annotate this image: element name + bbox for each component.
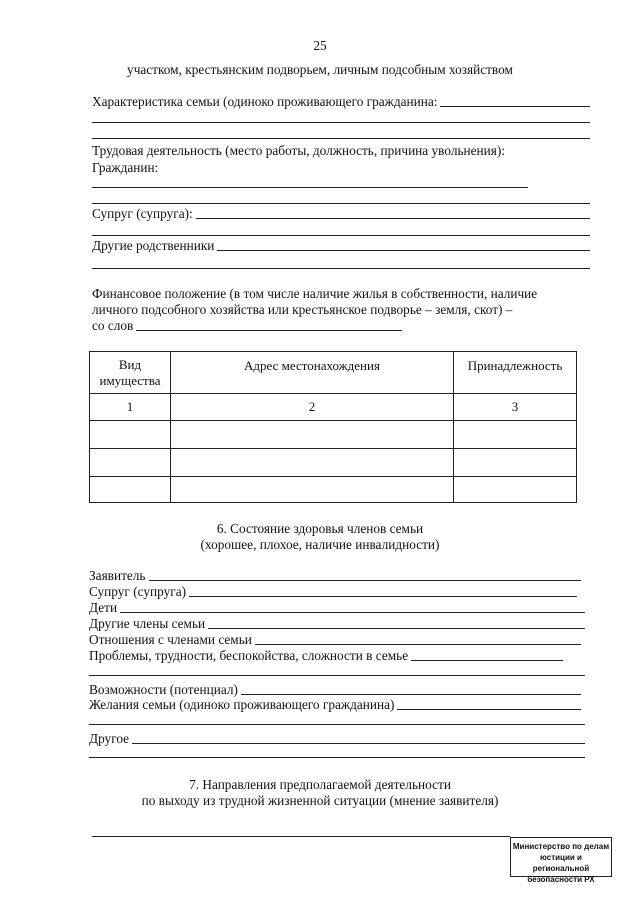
blank-line [92, 235, 590, 236]
relatives-label: Другие родственники [92, 238, 215, 253]
blank-line [92, 836, 510, 837]
spouse-label: Супруг (супруга): [92, 206, 193, 221]
citizen-label: Гражданин: [92, 160, 159, 175]
continuation-line: участком, крестьянским подворьем, личным подсобным хозяйством [127, 62, 513, 77]
relations-field [89, 632, 581, 648]
applicant-field [89, 568, 581, 584]
work-heading: Трудовая деятельность (место работы, должность, причина увольнения): [92, 143, 506, 158]
children-field [89, 600, 585, 616]
stamp-line-3: безопасности РХ [527, 875, 595, 884]
column-number-1: 1 [90, 394, 171, 421]
family-characteristic-field [92, 94, 590, 110]
wishes-field [89, 697, 581, 713]
ministry-stamp [510, 837, 612, 884]
relations-label: Отношения с членами семьи [89, 632, 252, 647]
blank-line [92, 203, 590, 204]
table-row [90, 421, 577, 449]
other-label: Другое [89, 731, 130, 746]
blank-line [92, 187, 528, 188]
blank-line [92, 268, 590, 269]
blank-line [92, 138, 590, 139]
finance-line-1: Финансовое положение (в том числе наличие жилья в собственности, наличие [92, 286, 538, 301]
spouse-health-label: Супруг (супруга) [89, 584, 187, 599]
applicant-label: Заявитель [89, 568, 146, 583]
other-members-field [89, 616, 585, 632]
section-6-subtitle: (хорошее, плохое, наличие инвалидности) [200, 537, 440, 552]
blank-line [89, 675, 585, 676]
potential-field [89, 682, 581, 698]
potential-label: Возможности (потенциал) [89, 682, 238, 697]
table-row [90, 449, 577, 477]
column-number-2: 2 [171, 394, 454, 421]
family-characteristic-label: Характеристика семьи (одиноко проживающего гражданина: [92, 94, 438, 109]
other-members-label: Другие члены семьи [89, 616, 206, 631]
problems-field [89, 648, 563, 664]
other-field [89, 731, 585, 747]
spouse-health-field [89, 584, 577, 600]
header-address: Адрес местонахождения [171, 352, 454, 394]
blank-line [89, 724, 585, 725]
spouse-field [92, 206, 590, 222]
stamp-line-1: Министерство по делам [512, 842, 610, 851]
finance-line-2: личного подсобного хозяйства или крестьянское подворье – земля, скот) – [92, 302, 513, 317]
section-6-title: 6. Состояние здоровья членов семьи [216, 521, 424, 536]
section-7-title: 7. Направления предполагаемой деятельности [189, 777, 451, 792]
section-7-subtitle: по выходу из трудной жизненной ситуации (мнение заявителя) [141, 793, 499, 808]
children-label: Дети [89, 600, 118, 615]
relatives-field [92, 238, 590, 254]
problems-label: Проблемы, трудности, беспокойства, сложности в семье [89, 648, 409, 663]
wishes-label: Желания семьи (одиноко проживающего гражданина) [89, 697, 395, 712]
blank-line [89, 757, 585, 758]
stamp-line-2: юстиции и региональной [532, 853, 590, 873]
page-number: 25 [313, 38, 327, 53]
header-property-type: Вид имущества [90, 352, 171, 394]
property-table [89, 351, 577, 503]
finance-words-field [92, 318, 402, 334]
blank-line [92, 122, 590, 123]
table-row [90, 477, 577, 503]
column-number-3: 3 [454, 394, 577, 421]
header-ownership: Принадлежность [454, 352, 577, 394]
finance-line-3: со слов [92, 318, 134, 333]
